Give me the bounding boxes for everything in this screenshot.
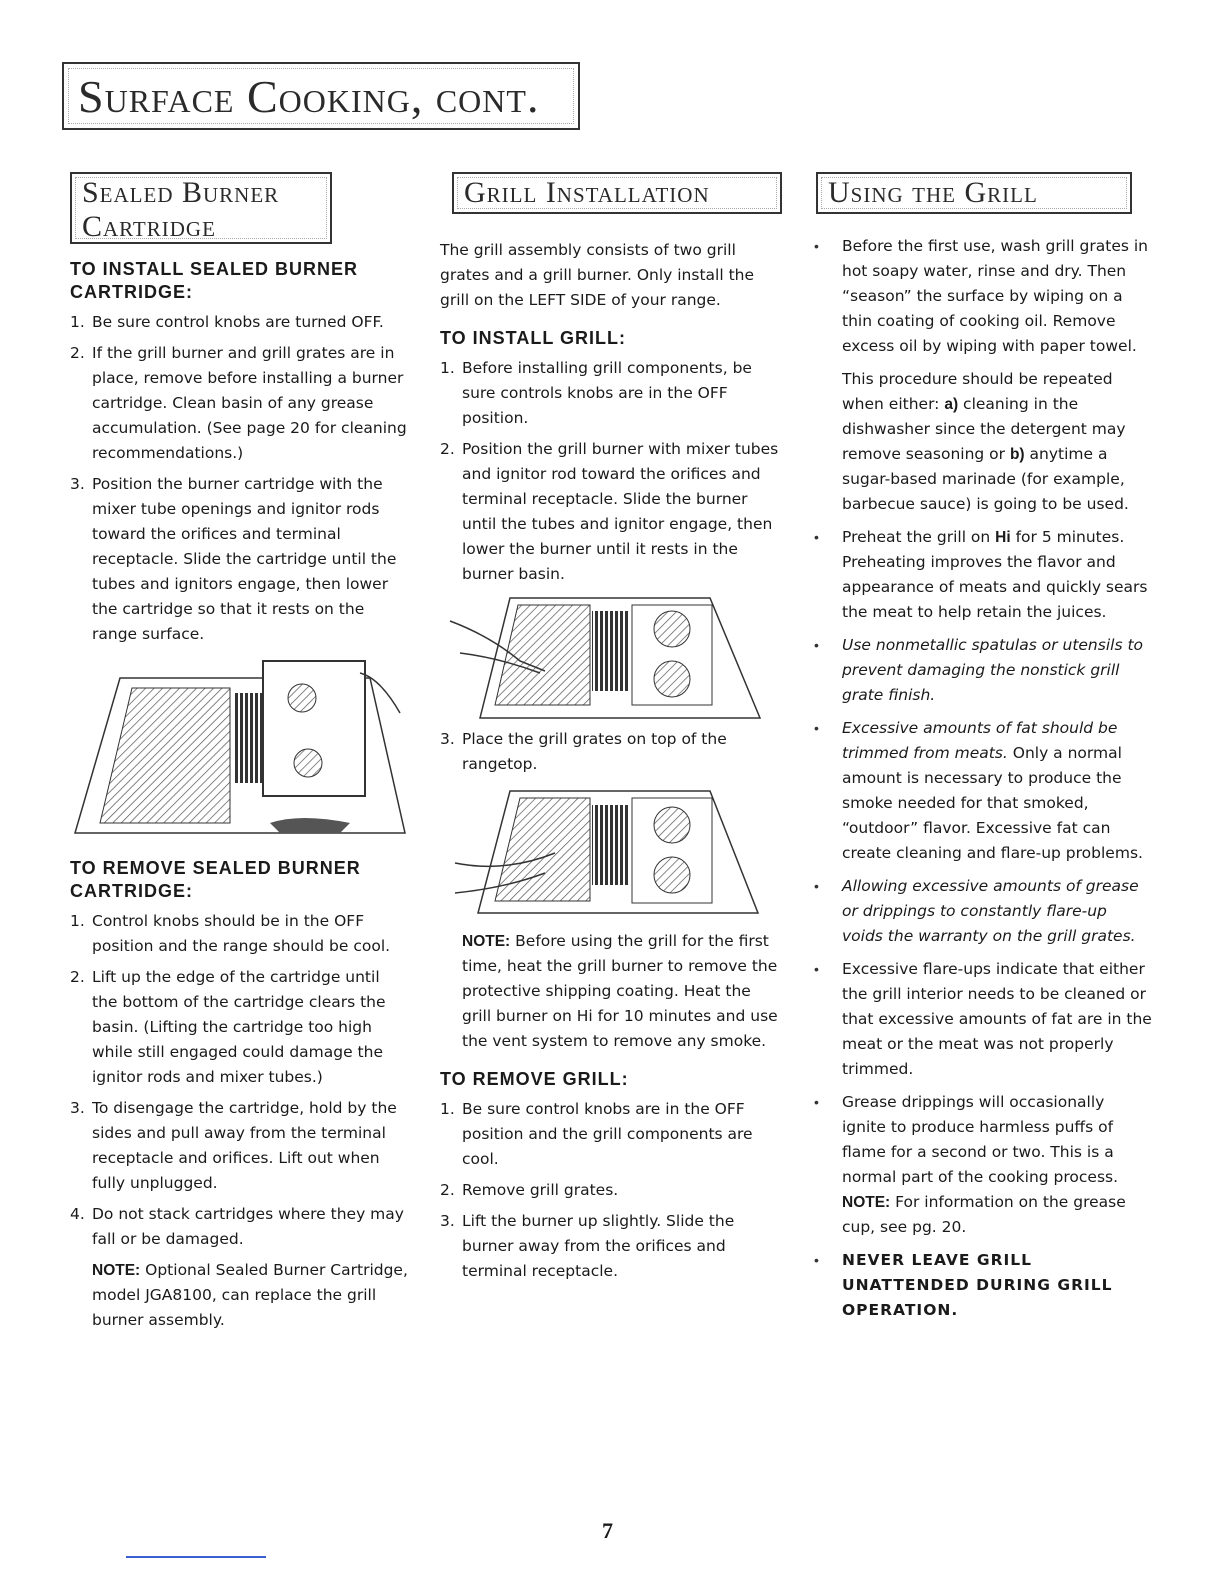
bullet-icon: • <box>814 961 819 977</box>
install-grill-steps-continued <box>440 727 780 777</box>
list-item: • Before the first use, wash grill grates in hot soapy water, rinse and dry. Then “season” the surface by wiping on a thin coating of cooking oil. Remove excess oil by wiping with paper towel. This procedure should be repeated when either: a) cleaning in the dishwasher since the detergent may remove seasoning or b) anytime a sugar-based marinade (for example, barbecue sauce) is going to be used. <box>812 234 1152 517</box>
grill-grates-illustration <box>440 783 780 923</box>
install-grill-heading: TO INSTALL GRILL: <box>440 328 626 348</box>
remove-cartridge-steps <box>70 909 408 1252</box>
list-item: 3. To disengage the cartridge, hold by the sides and pull away from the terminal receptacle and orifices. Lift out when fully unplugged. <box>70 1099 397 1192</box>
list-item: 4. Do not stack cartridges where they may fall or be damaged. <box>70 1205 404 1248</box>
list-item: 3. Lift the burner up slightly. Slide the burner away from the orifices and terminal receptacle. <box>440 1212 735 1280</box>
footer-divider <box>126 1556 266 1558</box>
section-title-sealed-burner: Sealed Burner Cartridge <box>70 172 332 244</box>
section-title-grill-installation: Grill Installation <box>452 172 782 214</box>
list-item: 2. If the grill burner and grill grates are in place, remove before installing a burner cartridge. Clean basin of any grease accumulation. (See page 20 for cleaning recommendations.) <box>70 344 407 462</box>
list-item: • Preheat the grill on Hi for 5 minutes. Preheating improves the flavor and appearance of meats and quickly sears the meat to help retain the juices. <box>812 525 1152 625</box>
list-item: 3. Place the grill grates on top of the rangetop. <box>440 730 727 773</box>
list-item: 1. Be sure control knobs are in the OFF position and the grill components are cool. <box>440 1100 753 1168</box>
using-grill-bullets <box>812 234 1152 1323</box>
list-item: 2. Remove grill grates. <box>440 1181 619 1199</box>
bullet-icon: • <box>814 529 819 545</box>
bullet-icon: • <box>814 238 819 254</box>
remove-grill-steps <box>440 1097 780 1284</box>
column-grill-installation <box>440 172 780 1290</box>
page-title: Surface Cooking, cont. <box>62 62 580 130</box>
bullet-icon: • <box>814 1252 819 1268</box>
install-cartridge-steps <box>70 310 408 647</box>
grill-burner-illustration <box>440 593 780 721</box>
bullet-icon: • <box>814 637 819 653</box>
list-item: • Excessive amounts of fat should be trimmed from meats. Only a normal amount is necessary to produce the smoke needed for that smoked, “outdoor” flavor. Excessive fat can create cleaning and flare-up problems. <box>812 716 1152 866</box>
grill-intro: The grill assembly consists of two grill grates and a grill burner. Only install the grill on the LEFT SIDE of your range. <box>440 241 755 309</box>
cartridge-install-illustration <box>70 653 408 843</box>
list-item: • NEVER LEAVE GRILL UNATTENDED DURING GRILL OPERATION. <box>812 1248 1152 1323</box>
bullet-icon: • <box>814 878 819 894</box>
list-item: 1. Before installing grill components, be sure controls knobs are in the OFF position. <box>440 359 752 427</box>
list-item: 1. Be sure control knobs are turned OFF. <box>70 313 384 331</box>
bullet-icon: • <box>814 720 819 736</box>
list-item: • Use nonmetallic spatulas or utensils to prevent damaging the nonstick grill grate finish. <box>812 633 1152 708</box>
install-cartridge-heading: TO INSTALL SEALED BURNER CARTRIDGE: <box>70 259 359 302</box>
list-item: • Grease drippings will occasionally ignite to produce harmless puffs of flame for a second or two. This is a normal part of the cooking process. NOTE: For information on the grease cup, see pg. 20. <box>812 1090 1152 1240</box>
bullet-icon: • <box>814 1094 819 1110</box>
page-number: 7 <box>602 1518 613 1543</box>
remove-grill-heading: TO REMOVE GRILL: <box>440 1069 629 1089</box>
column-using-grill <box>812 172 1152 1331</box>
column-sealed-burner <box>70 172 408 1341</box>
cartridge-note: NOTE: Optional Sealed Burner Cartridge, model JGA8100, can replace the grill burner assembly. <box>92 1261 408 1329</box>
list-item: • Allowing excessive amounts of grease or drippings to constantly flare-up voids the warranty on the grill grates. <box>812 874 1152 949</box>
remove-cartridge-heading: TO REMOVE SEALED BURNER CARTRIDGE: <box>70 858 361 901</box>
grill-note: NOTE: Before using the grill for the first time, heat the grill burner to remove the protective shipping coating. Heat the grill burner on Hi for 10 minutes and use the vent system to remove any smoke. <box>462 932 778 1050</box>
section-title-using-grill: Using the Grill <box>816 172 1132 214</box>
list-item: 3. Position the burner cartridge with the mixer tube openings and ignitor rods toward the orifices and terminal receptacle. Slide the cartridge until the tubes and ignitors engage, then lower the cartridge so that it rests on the range surface. <box>70 475 397 643</box>
list-item: 2. Position the grill burner with mixer tubes and ignitor rod toward the orifices and terminal receptacle. Slide the burner until the tubes and ignitor engage, then lower the burner until it rests in the burner basin. <box>440 440 779 583</box>
list-item: 1. Control knobs should be in the OFF position and the range should be cool. <box>70 912 391 955</box>
install-grill-steps <box>440 356 780 587</box>
list-item: • Excessive flare-ups indicate that either the grill interior needs to be cleaned or that excessive amounts of fat are in the meat or the meat was not properly trimmed. <box>812 957 1152 1082</box>
list-item: 2. Lift up the edge of the cartridge until the bottom of the cartridge clears the basin. (Lifting the cartridge too high while still engaged could damage the ignitor rods and mixer tubes.) <box>70 968 386 1086</box>
